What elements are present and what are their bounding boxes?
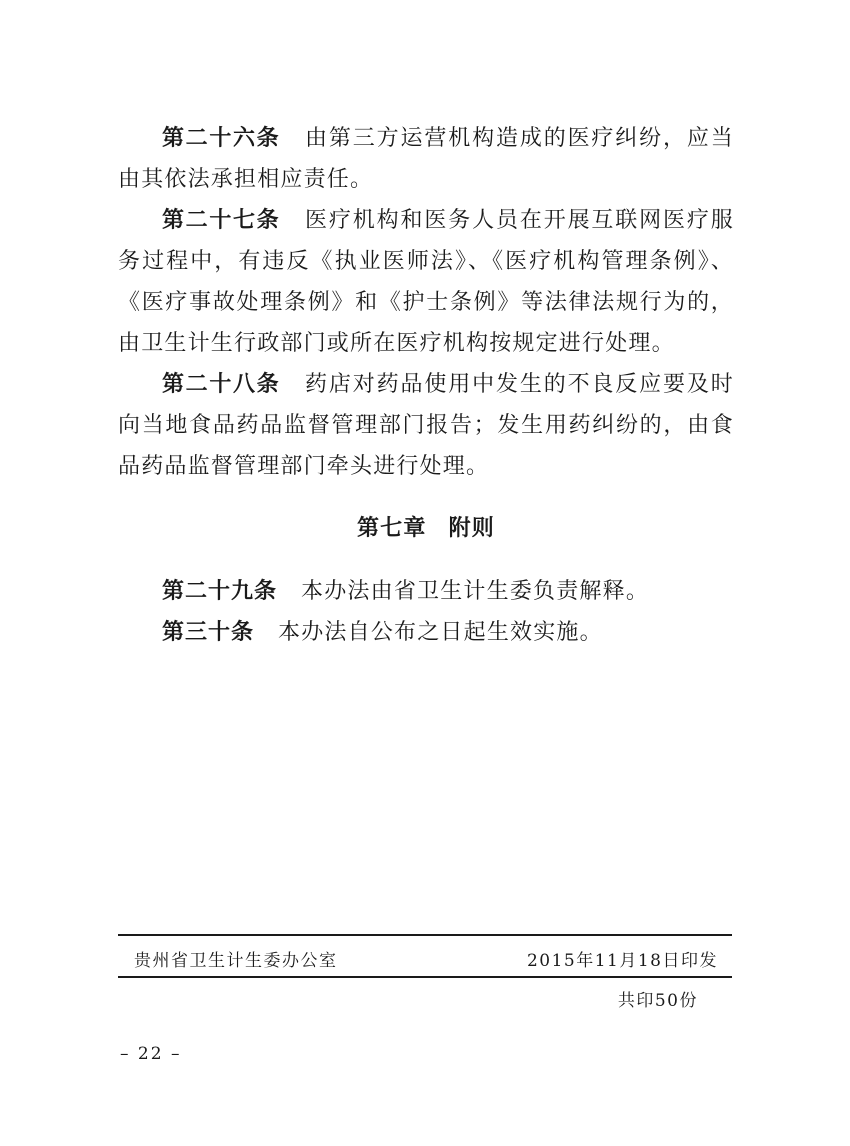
- article-29: [118, 571, 734, 612]
- chapter-number: 第七章: [356, 516, 427, 541]
- print-date: 2015年11月18日印发: [526, 951, 718, 971]
- article-30: [118, 612, 734, 653]
- article-text: 由第三方运营机构造成的医疗纠纷，应当由其依法承担相应责任。: [118, 126, 734, 192]
- article-number: 第二十六条: [162, 126, 281, 151]
- document-body: [118, 118, 734, 653]
- article-26: [118, 118, 734, 200]
- chapter-heading: [118, 508, 734, 549]
- article-number: 第三十条: [162, 620, 255, 645]
- issuer: 贵州省卫生计生委办公室: [134, 951, 338, 971]
- article-28: [118, 364, 734, 487]
- chapter-title: 附则: [448, 516, 495, 541]
- imprint-bar: [118, 934, 732, 978]
- article-number: 第二十八条: [162, 372, 281, 397]
- page-number: – 22 –: [120, 1044, 182, 1064]
- article-number: 第二十九条: [162, 579, 278, 604]
- article-27: [118, 200, 734, 364]
- article-number: 第二十七条: [162, 208, 281, 233]
- article-text: 本办法自公布之日起生效实施。: [278, 620, 603, 645]
- copies-count: 共印50份: [617, 991, 698, 1011]
- article-text: 本办法由省卫生计生委负责解释。: [301, 579, 650, 604]
- article-text: 药店对药品使用中发生的不良反应要及时向当地食品药品监督管理部门报告；发生用药纠纷的，由食品药品监督管理部门牵头进行处理。: [118, 372, 734, 479]
- article-text: 医疗机构和医务人员在开展互联网医疗服务过程中，有违反《执业医师法》、《医疗机构管理条例》、《医疗事故处理条例》和《护士条例》等法律法规行为的，由卫生计生行政部门或所在医疗机构按规定进行处理。: [118, 208, 734, 356]
